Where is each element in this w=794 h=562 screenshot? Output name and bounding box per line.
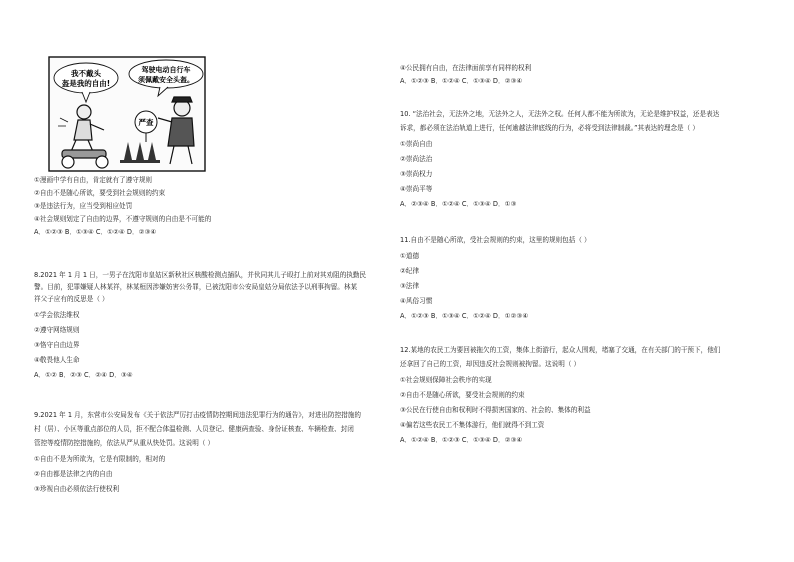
- q10-statement-3: ③崇尚权力: [400, 170, 433, 178]
- left-speech-bubble: [54, 63, 118, 93]
- q9-options: A．①②③ B．①②④ C．①③④ D．②③④: [400, 77, 523, 85]
- q10-options: A．②③④ B．①②④ C．①③④ D．①③: [400, 200, 517, 208]
- q7-statement-4: ④社会规则划定了自由的边界，不遵守规则的自由是不可能的: [34, 215, 212, 223]
- q10-stem-line-1: 10. “法治社会，无法外之地，无法外之人，无法外之权。任何人都不能为所欲为，无论是维护权益，还是表达: [400, 110, 720, 118]
- q9-stem-line-1: 9.2021 年 1 月，东营市公安局发布《关于依法严厉打击疫情防控期间违法犯罪行为的通告》，对进出防控措施的: [34, 411, 361, 419]
- q8-stem-line-3: 祥父子应有的反思是（ ）: [34, 295, 109, 303]
- q11-options: A．①②③ B．①③④ C．①②④ D．①②③④: [400, 312, 529, 320]
- q8-stem-line-2: 警。目前，犯罪嫌疑人林某祥，林某桓因涉嫌妨害公务罪，已被沈阳市公安局皇姑分局依法予以刑事拘留。林某: [34, 283, 358, 291]
- q7-statement-1: ①漫画中学有自由，肯定就有了遵守规则: [34, 176, 153, 184]
- question-9: [34, 410, 379, 494]
- q12-statement-3: ③公民在行使自由和权利时不得损害国家的、社会的、集体的利益: [400, 406, 591, 414]
- q9-stem-line-3: 管控等疫情防控措施的，依法从严从重从快处罚。这说明（ ）: [34, 439, 215, 447]
- q12-options: A．①②④ B．①②③ C．①③④ D．②③④: [400, 436, 523, 444]
- q7-statement-3: ③是违法行为，应当受到相应处罚: [34, 202, 133, 210]
- right-bubble-line-2: 须佩戴安全头盔。: [138, 76, 194, 84]
- q12-statement-4: ④偏若这些农民工不集体游行，他们就得不到工资: [400, 421, 545, 429]
- q11-statement-3: ③法律: [400, 282, 420, 290]
- question-11: [400, 235, 750, 321]
- q12-stem-line-2: 还拿回了自己的工资，却因违反社会规则被拘留。这说明（ ）: [400, 360, 581, 368]
- q9-continued: [400, 63, 531, 86]
- cartoon-illustration: [48, 56, 206, 172]
- question-12: [400, 345, 750, 445]
- q12-statement-2: ②自由不是随心所欲，要受社会规则的约束: [400, 391, 525, 399]
- q12-stem-line-1: 12.某地的农民工为要回被拖欠的工资，集体上街游行，起众人围观，堵塞了交通，在有关部门的干预下，他们: [400, 346, 721, 354]
- q9-statement-3: ③珍视自由必须依法行使权利: [34, 485, 120, 493]
- q12-statement-1: ①社会规则保障社会秩序的实现: [400, 376, 492, 384]
- q9-statement-2: ②自由都是法律之内的自由: [34, 470, 113, 478]
- q11-statement-4: ④风俗习惯: [400, 297, 433, 305]
- q11-statement-1: ①道德: [400, 252, 420, 260]
- question-8: [34, 270, 379, 380]
- inspection-sign-label: 严查: [138, 118, 154, 127]
- q9-statement-4: ④公民拥有自由，在法律面前享有同样的权利: [400, 64, 532, 72]
- q8-statement-4: ④敬畏他人生命: [34, 356, 80, 364]
- q11-statement-2: ②纪律: [400, 267, 420, 275]
- question-10: [400, 109, 750, 209]
- q7-statement-2: ②自由不是随心所欲，要受到社会规则的约束: [34, 189, 166, 197]
- q8-stem-line-1: 8.2021 年 1 月 1 日，一男子在沈阳市皇姑区新秋社区核酸检测点插队，并伙同其儿子殴打上前对其劝阻的执勤民: [34, 271, 367, 279]
- q8-options: A．①② B．②③ C．②④ D．③④: [34, 371, 133, 379]
- q7-statements: [34, 175, 211, 237]
- right-bubble-line-1: 驾驶电动自行车: [141, 66, 191, 74]
- q10-stem-line-2: 诉求，都必须在法治轨道上进行，任何逾越法律底线的行为，必将受到法律制裁。”其表达的理念是（ ）: [400, 124, 699, 132]
- q10-statement-4: ④崇尚平等: [400, 185, 433, 193]
- q9-statement-1: ①自由不是为所欲为，它是有限制的，相对的: [34, 455, 166, 463]
- q10-statement-1: ①崇尚自由: [400, 140, 433, 148]
- left-bubble-line-1: 我不戴头: [71, 69, 101, 78]
- q9-stem-line-2: 村（居）、小区等重点部位的人员，拒不配合体温检测、人员登记、健康码查验、身份证核查、车辆检查、封闭: [34, 425, 354, 433]
- q7-options: A．①②③ B．①③④ C．①②④ D．②③④: [34, 228, 157, 236]
- q11-stem: 11.自由不是随心所欲，受社会规则的约束，这里的规则包括（ ）: [400, 236, 591, 244]
- q8-statement-1: ①学会依法维权: [34, 311, 80, 319]
- q8-statement-3: ③恪守自由边界: [34, 341, 80, 349]
- q10-statement-2: ②崇尚法治: [400, 155, 433, 163]
- q8-statement-2: ②遵守网络规则: [34, 326, 80, 334]
- left-bubble-line-2: 盔是我的自由!: [61, 79, 111, 88]
